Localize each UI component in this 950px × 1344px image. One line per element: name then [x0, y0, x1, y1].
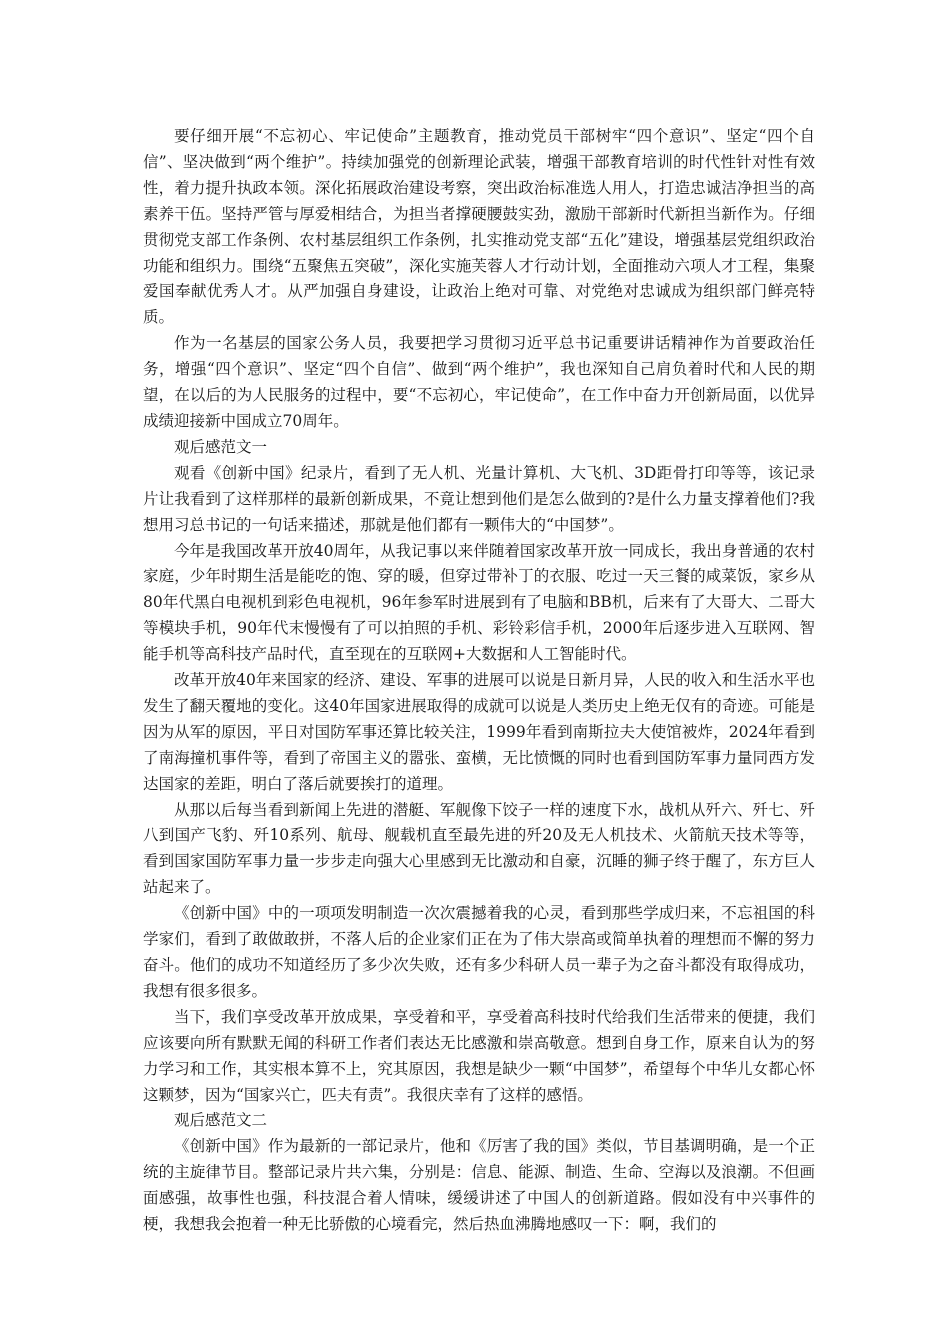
paragraph: 今年是我国改革开放40周年，从我记事以来伴随着国家改革开放一同成长，我出身普通的农村家庭，少年时期生活是能吃的饱、穿的暖，但穿过带补丁的衣服、吃过一天三餐的咸菜饭，家乡从80年代黑白电视机到彩色电视机，96年参军时进展到有了电脑和BB机，后来有了大哥大、二哥大等模块手机，90年代末慢慢有了可以拍照的手机、彩铃彩信手机，2000年后逐步进入互联网、智能手机等高科技产品时代，直至现在的互联网+大数据和人工智能时代。 — [143, 541, 815, 664]
paragraph: 《创新中国》中的一项项发明制造一次次震撼着我的心灵，看到那些学成归来，不忘祖国的科学家们，看到了敢做敢拼，不落人后的企业家们正在为了伟大崇高或简单执着的理想而不懈的努力奋斗。他们的成功不知道经历了多少次失败，还有多少科研人员一辈子为之奋斗都没有取得成功，我想有很多很多。 — [143, 904, 815, 1000]
paragraph: 当下，我们享受改革开放成果，享受着和平，享受着高科技时代给我们生活带来的便捷，我们应该要向所有默默无闻的科研工作者们表达无比感激和崇高敬意。想到自身工作，原来自认为的努力学习和工作，其实根本算不上，究其原因，我想是缺少一颗“中国梦”，希望每个中华儿女都心怀这颗梦，因为“国家兴亡，匹夫有责”。我很庆幸有了这样的感悟。 — [143, 1007, 815, 1104]
section-heading: 观后感范文一 — [174, 437, 268, 456]
paragraph: 改革开放40年来国家的经济、建设、军事的进展可以说是日新月异，人民的收入和生活水平也发生了翻天覆地的变化。这40年国家进展取得的成就可以说是人类历史上绝无仅有的奇迹。可能是因为从军的原因，平日对国防军事还算比较关注，1999年看到南斯拉夫大使馆被炸，2024年看到了南海撞机事件等，看到了帝国主义的嚣张、蛮横，无比愤慨的同时也看到国防军事力量同西方发达国家的差距，明白了落后就要挨打的道理。 — [143, 671, 815, 793]
section-heading: 观后感范文二 — [174, 1111, 268, 1130]
paragraph: 作为一名基层的国家公务人员，我要把学习贯彻习近平总书记重要讲话精神作为首要政治任务，增强“四个意识”、坚定“四个自信”、做到“两个维护”，我也深知自己肩负着时代和人民的期望，在以后的为人民服务的过程中，要“不忘初心，牢记使命”，在工作中奋力开创新局面，以优异成绩迎接新中国成立70周年。 — [143, 334, 815, 430]
paragraph: 从那以后每当看到新闻上先进的潜艇、军舰像下饺子一样的速度下水，战机从歼六、歼七、歼八到国产飞豹、歼10系列、航母、舰载机直至最先进的歼20及无人机技术、火箭航天技术等等，看到国家国防军事力量一步步走向强大心里感到无比激动和自豪，沉睡的狮子终于醒了，东方巨人站起来了。 — [143, 800, 815, 897]
document-body — [143, 124, 815, 1238]
paragraph: 《创新中国》作为最新的一部记录片，他和《厉害了我的国》类似，节目基调明确，是一个正统的主旋律节目。整部记录片共六集，分别是：信息、能源、制造、生命、空海以及浪潮。不但画面感强，故事性也强，科技混合着人情味，缓缓讲述了中国人的创新道路。假如没有中兴事件的梗，我想我会抱着一种无比骄傲的心境看完，然后热血沸腾地感叹一下：啊，我们的 — [143, 1137, 815, 1234]
paragraph: 观看《创新中国》纪录片，看到了无人机、光量计算机、大飞机、3D距骨打印等等，该记录片让我看到了这样那样的最新创新成果，不竟让想到他们是怎么做到的?是什么力量支撑着他们?我想用习总书记的一句话来描述，那就是他们都有一颗伟大的“中国梦”。 — [143, 463, 815, 534]
paragraph: 要仔细开展“不忘初心、牢记使命”主题教育，推动党员干部树牢“四个意识”、坚定“四个自信”、坚决做到“两个维护”。持续加强党的创新理论武装，增强干部教育培训的时代性针对性有效性，着力提升执政本领。深化拓展政治建设考察，突出政治标准选人用人，打造忠诚洁净担当的高素养干伍。坚持严管与厚爱相结合，为担当者撑硬腰鼓实劲，激励干部新时代新担当新作为。仔细贯彻党支部工作条例、农村基层组织工作条例，扎实推动党支部“五化”建设，增强基层党组织政治功能和组织力。围绕“五聚焦五突破”，深化实施芙蓉人才行动计划，全面推动六项人才工程，集聚爱国奉献优秀人才。从严加强自身建设，让政治上绝对可靠、对党绝对忠诚成为组织部门鲜亮特质。 — [143, 127, 815, 327]
